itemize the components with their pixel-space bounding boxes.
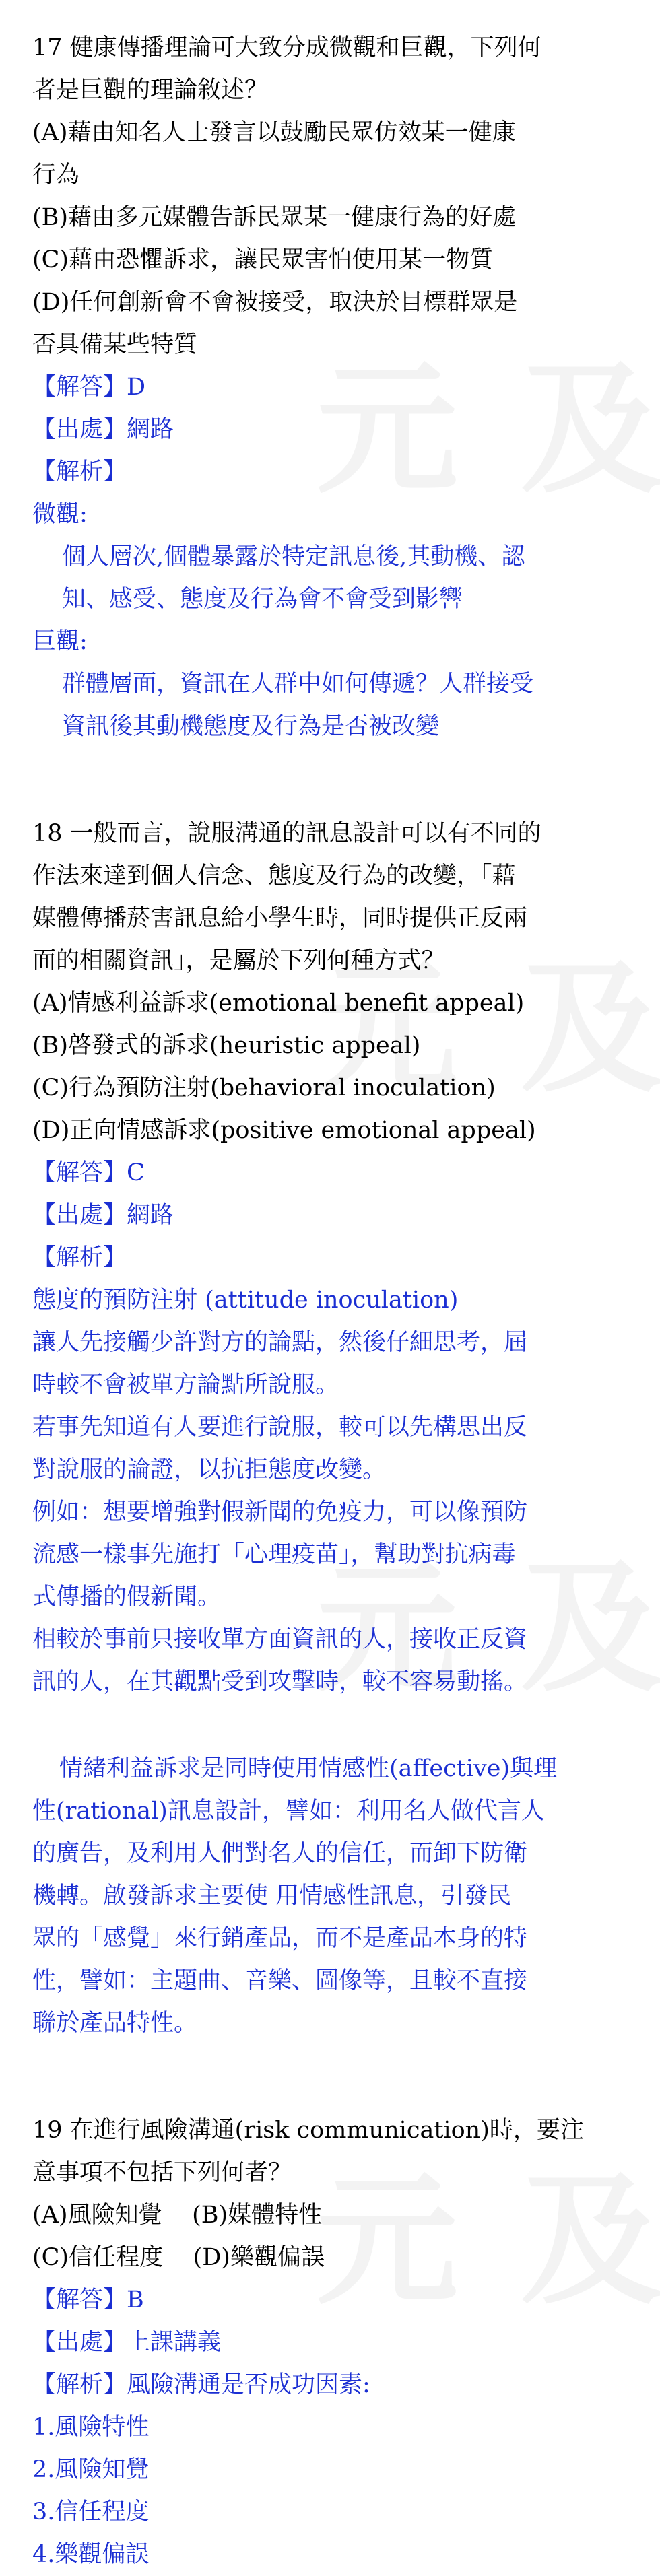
list-item: 2.風險知覺 [32,2456,150,2483]
question-17 [32,27,638,748]
option: (C)行為預防注射(behavioral inoculation) [32,1075,496,1101]
question-18 [32,813,638,2045]
explanation-text: 聯於產品特性。 [32,2010,198,2037]
question-stem: 面的相關資訊」，是屬於下列何種方式？ [32,947,445,974]
option: (A)藉由知名人士發言以鼓勵民眾仿效某一健康 [32,119,516,146]
explanation-text: 機轉。啟發訴求主要使 用情感性訊息，引發民 [32,1883,512,1909]
answer-line [32,1152,638,1194]
source-tag: 【出處】 [32,2329,127,2356]
list-item: 1.風險特性 [32,2414,150,2441]
answer-value: D [127,374,146,401]
source-tag: 【出處】 [32,1202,127,1229]
answer-line [32,366,638,409]
option: (D)任何創新會不會被接受，取決於目標群眾是 [32,289,518,316]
question-stem: 媒體傳播菸害訊息給小學生時，同時提供正反兩 [32,905,528,932]
option: 否具備某些特質 [32,331,198,358]
explanation-text: 的廣告，及利用人們對名人的信任，而卸下防衛 [32,1840,528,1867]
question-stem: 18 一般而言，說服溝通的訊息設計可以有不同的 [32,820,541,847]
analysis-value: 風險溝通是否成功因素: [127,2371,370,2398]
explanation-text: 訊的人，在其觀點受到攻擊時，較不容易動搖。 [32,1668,528,1695]
answer-tag: 【解答】 [32,1159,127,1186]
explanation-text: 式傳播的假新聞。 [32,1584,222,1611]
option: (B)啓發式的訴求(heuristic appeal) [32,1032,421,1059]
source-tag: 【出處】 [32,416,127,443]
source-value: 上課講義 [127,2329,222,2356]
option: (C)藉由恐懼訴求，讓民眾害怕使用某一物質 [32,246,494,273]
analysis-tag: 【解析】 [32,459,127,485]
answer-tag: 【解答】 [32,2286,127,2313]
explanation-text: 若事先知道有人要進行說服，較可以先構思出反 [32,1414,528,1441]
option: (B)藉由多元媒體告訴民眾某一健康行為的好處 [32,204,517,231]
question-stem: 作法來達到個人信念、態度及行為的改變，「藉 [32,862,516,889]
analysis-line [32,1237,638,1279]
spacer [32,748,638,813]
explanation-text: 群體層面，資訊在人群中如何傳遞？人群接受 [62,671,534,698]
source-line [32,1194,638,1237]
analysis-tag: 【解析】 [32,2371,127,2398]
source-value: 網路 [127,416,174,443]
answer-value: B [127,2286,144,2313]
source-line [32,2321,638,2364]
question-stem: 意事項不包括下列何者？ [32,2159,292,2186]
explanation-text: 眾的「感覺」來行銷產品，而不是產品本身的特 [32,1925,528,1952]
list-item: 3.信任程度 [32,2499,150,2526]
analysis-line [32,2364,638,2406]
explanation-text: 情緒利益訴求是同時使用情感性(affective)與理 [59,1755,558,1782]
option: 行為 [32,162,80,189]
option: (C)信任程度 (D)樂觀偏誤 [32,2244,325,2271]
spacer [32,2045,638,2109]
source-line [32,409,638,451]
option: (A)情感利益訴求(emotional benefit appeal) [32,990,525,1017]
explanation-text: 例如：想要增強對假新聞的免疫力，可以像預防 [32,1499,528,1526]
answer-value: C [127,1159,145,1186]
option: (A)風險知覺 (B)媒體特性 [32,2202,323,2229]
analysis-line [32,451,638,494]
explanation-text: 資訊後其動機態度及行為是否被改變 [62,713,440,740]
explanation-text: 流感一樣事先施打「心理疫苗」，幫助對抗病毒 [32,1541,516,1568]
spacer [32,1703,638,1748]
question-stem: 者是巨觀的理論敘述？ [32,77,269,104]
explanation-text: 讓人先接觸少許對方的論點，然後仔細思考，屆 [32,1329,528,1356]
source-value: 網路 [127,1202,174,1229]
explanation-text: 個人層次,個體暴露於特定訊息後,其動機、認 [62,543,525,570]
answer-tag: 【解答】 [32,374,127,401]
explanation-label: 巨觀: [32,628,88,655]
question-19 [32,2109,638,2576]
explanation-text: 性(rational)訊息設計，譬如：利用名人做代言人 [32,1798,545,1825]
explanation-text: 對說服的論證，以抗拒態度改變。 [32,1456,387,1483]
exam-document [32,27,638,2576]
question-stem: 19 在進行風險溝通(risk communication)時，要注 [32,2117,584,2144]
list-item: 4.樂觀偏誤 [32,2541,150,2568]
explanation-text: 知、感受、態度及行為會不會受到影響 [62,586,463,613]
explanation-label: 微觀: [32,501,88,528]
answer-line [32,2279,638,2321]
question-stem: 17 健康傳播理論可大致分成微觀和巨觀，下列何 [32,34,541,61]
option: (D)正向情感訴求(positive emotional appeal) [32,1117,536,1144]
explanation-text: 態度的預防注射 (attitude inoculation) [32,1287,459,1314]
analysis-tag: 【解析】 [32,1244,127,1271]
explanation-text: 時較不會被單方論點所說服。 [32,1371,339,1398]
explanation-text: 性，譬如：主題曲、音樂、圖像等，且較不直接 [32,1967,528,1994]
explanation-text: 相較於事前只接收單方面資訊的人，接收正反資 [32,1626,528,1653]
